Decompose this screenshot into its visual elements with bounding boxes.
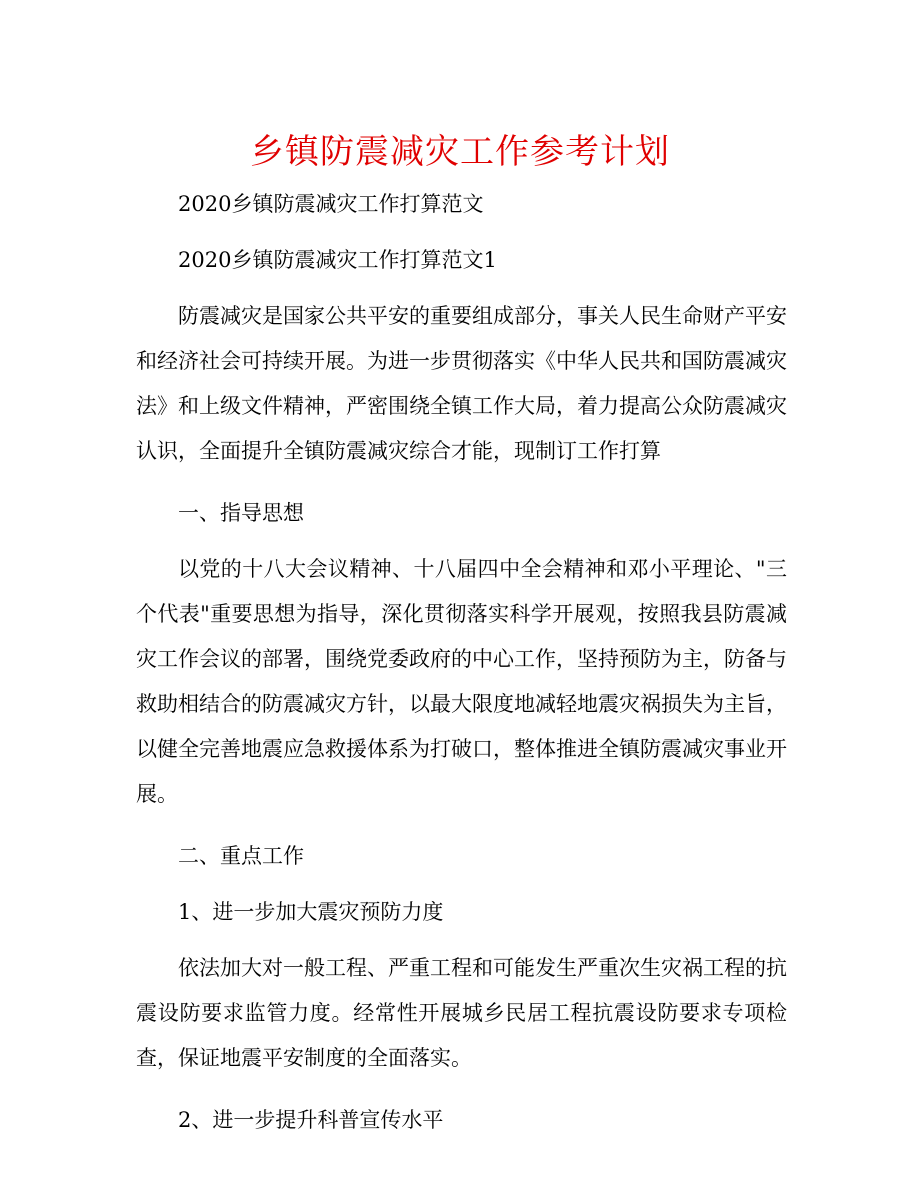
document-body (136, 182, 787, 1154)
subsection-heading-prevention: 1、进一步加大震灾预防力度 (178, 900, 444, 924)
subsection-heading-publicity: 2、进一步提升科普宣传水平 (178, 1108, 444, 1132)
prevention-paragraph: 依法加大对一般工程、严重工程和可能发生严重次生灾祸工程的抗震设防要求监管力度。经常性开展城乡民居工程抗震设防要求专项检查，保证地震平安制度的全面落实。 (136, 956, 787, 1070)
intro-paragraph: 防震减灾是国家公共平安的重要组成部分，事关人民生命财产平安和经济社会可持续开展。为进一步贯彻落实《中华人民共和国防震减灾法》和上级文件精神，严密围绕全镇工作大局，着力提高公众防震减灾认识，全面提升全镇防震减灾综合才能，现制订工作打算 (136, 304, 787, 463)
guiding-ideology-paragraph: 以党的十八大会议精神、十八届四中全会精神和邓小平理论、"三个代表"重要思想为指导，深化贯彻落实科学开展观，按照我县防震减灾工作会议的部署，围绕党委政府的中心工作，坚持预防为主，防备与救助相结合的防震减灾方针，以最大限度地减轻地震灾祸损失为主旨，以健全完善地震应急救援体系为打破口，整体推进全镇防震减灾事业开展。 (136, 557, 787, 806)
document-title: 乡镇防震减灾工作参考计划 (250, 132, 670, 172)
subtitle-paragraph-1: 2020乡镇防震减灾工作打算范文1 (178, 248, 497, 272)
section-heading-guiding-ideology: 一、指导思想 (178, 501, 304, 525)
subtitle-paragraph: 2020乡镇防震减灾工作打算范文 (178, 192, 484, 216)
section-heading-key-work: 二、重点工作 (178, 844, 304, 868)
